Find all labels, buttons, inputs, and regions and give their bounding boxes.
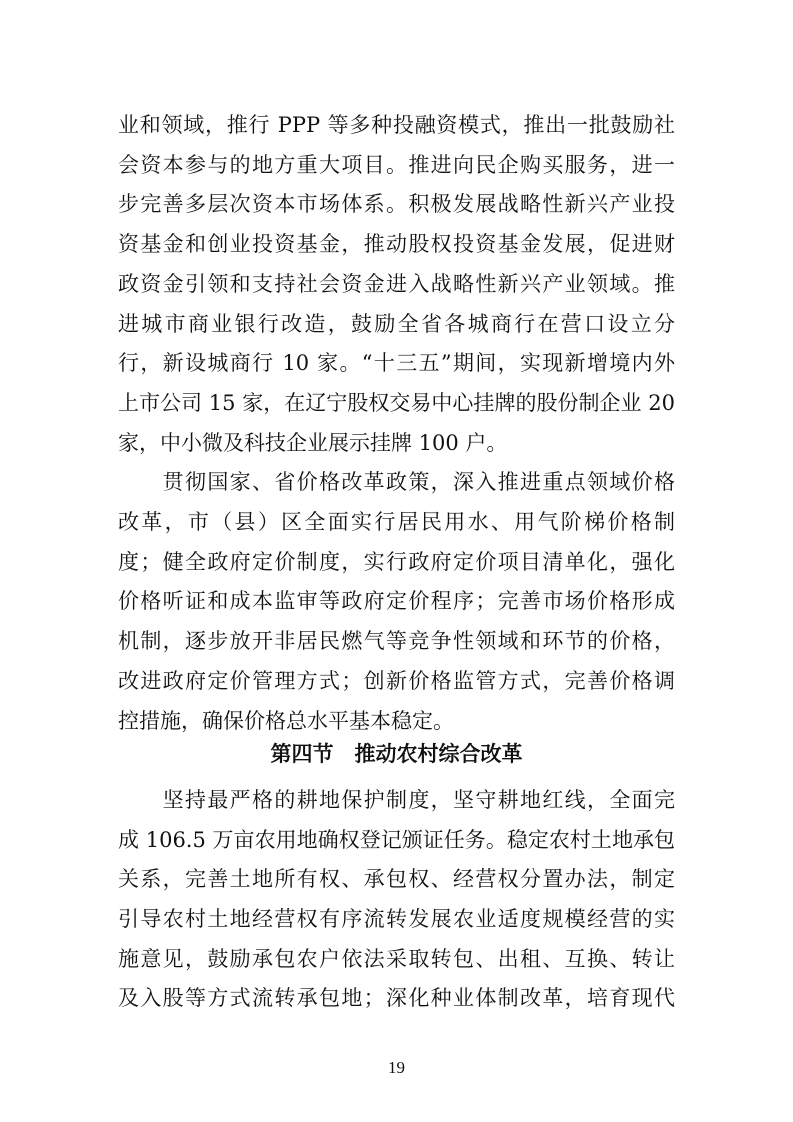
section-heading: 第四节 推动农村综合改革 bbox=[270, 741, 523, 766]
paragraph-1-line: 资基金和创业投资基金，推动股权投资基金发展，促进财 bbox=[118, 232, 675, 257]
paragraph-2-line: 改进政府定价管理方式；创新价格监管方式，完善价格调 bbox=[118, 668, 675, 693]
paragraph-3-line: 坚持最严格的耕地保护制度，坚守耕地红线，全面完 bbox=[118, 787, 675, 812]
paragraph-3-line: 关系，完善土地所有权、承包权、经营权分置办法，制定 bbox=[118, 867, 675, 892]
paragraph-1-line: 上市公司 15 家，在辽宁股权交易中心挂牌的股份制企业 20 bbox=[118, 390, 675, 415]
paragraph-1-line: 政资金引领和支持社会资金进入战略性新兴产业领域。推 bbox=[118, 271, 675, 296]
paragraph-2-line: 价格听证和成本监审等政府定价程序；完善市场价格形成 bbox=[118, 589, 675, 614]
paragraph-2-line: 机制，逐步放开非居民燃气等竞争性领域和环节的价格， bbox=[118, 629, 675, 654]
paragraph-1-line: 家，中小微及科技企业展示挂牌 100 户。 bbox=[118, 430, 508, 455]
paragraph-2-line: 贯彻国家、省价格改革政策，深入推进重点领域价格 bbox=[118, 470, 675, 495]
paragraph-1-line: 进城市商业银行改造，鼓励全省各城商行在营口设立分 bbox=[118, 311, 675, 336]
paragraph-3-line: 及入股等方式流转承包地；深化种业体制改革，培育现代 bbox=[118, 986, 675, 1011]
paragraph-1-line: 行，新设城商行 10 家。“十三五”期间，实现新增境内外 bbox=[118, 351, 675, 376]
paragraph-1-line: 会资本参与的地方重大项目。推进向民企购买服务，进一 bbox=[118, 152, 675, 177]
paragraph-3-line: 成 106.5 万亩农用地确权登记颁证任务。稳定农村土地承包 bbox=[118, 827, 675, 852]
paragraph-2-line: 改革，市（县）区全面实行居民用水、用气阶梯价格制 bbox=[118, 510, 675, 534]
page-number: 19 bbox=[388, 1058, 405, 1077]
paragraph-2-line: 度；健全政府定价制度，实行政府定价项目清单化，强化 bbox=[118, 549, 675, 574]
paragraph-1-line: 业和领域，推行 PPP 等多种投融资模式，推出一批鼓励社 bbox=[118, 113, 675, 137]
paragraph-3-line: 施意见，鼓励承包农户依法采取转包、出租、互换、转让 bbox=[118, 946, 675, 971]
paragraph-3-line: 引导农村土地经营权有序流转发展农业适度规模经营的实 bbox=[118, 907, 675, 931]
paragraph-1-line: 步完善多层次资本市场体系。积极发展战略性新兴产业投 bbox=[118, 192, 675, 217]
paragraph-2-line: 控措施，确保价格总水平基本稳定。 bbox=[118, 708, 454, 733]
